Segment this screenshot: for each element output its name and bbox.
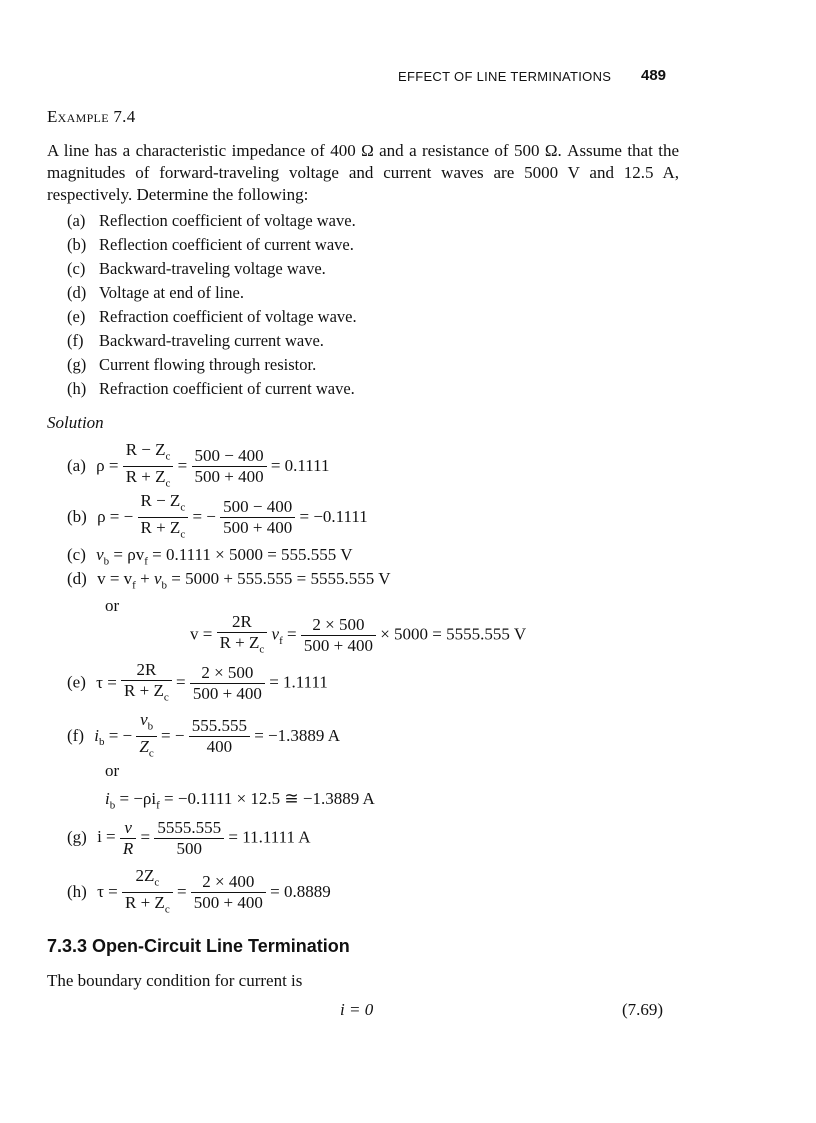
or-separator: or (105, 761, 120, 780)
list-item (67, 305, 627, 329)
problem-statement: A line has a characteristic impedance of 400 Ω and a resistance of 500 Ω. Assume that the magnitudes of forward-traveling voltage and current waves are 5000 V and 12.5 A, respectively. Determine the following: (47, 141, 679, 204)
solution-f: (f) $i_b$ = − $\frac{v_b}{Z_c}$ = − $\frac{555.555}{400}$ = −1.3889 A (67, 710, 340, 760)
list-item (67, 257, 627, 281)
list-item-text: Backward-traveling current wave. (99, 331, 324, 350)
list-item (67, 353, 627, 377)
solution-g: (g) i = $\frac{v}{R}$ = $\frac{5555.555}{500}$ = 11.1111 A (67, 818, 311, 858)
eq-tag: (a) (67, 455, 86, 475)
solution-h: (h) τ = $\frac{2Z_c}{R + Z_c}$ = $\frac{2 \times 400}{500 + 400}$ = 0.8889 (67, 866, 331, 916)
list-item-text: Voltage at end of line. (99, 283, 244, 302)
running-header: EFFECT OF LINE TERMINATIONS (398, 69, 612, 84)
equation-number: (7.69) (622, 1000, 664, 1019)
section-heading: 7.3.3 Open-Circuit Line Termination (47, 936, 350, 956)
list-item-tag: (c) (67, 259, 86, 278)
list-item-text: Refraction coefficient of current wave. (99, 379, 355, 398)
solution-e: (e) τ = $\frac{2R}{R + Z_c}$ = $\frac{2 \times 500}{500 + 400}$ = 1.1111 (67, 660, 328, 704)
list-item-text: Reflection coefficient of current wave. (99, 235, 354, 254)
list-item-tag: (f) (67, 331, 84, 350)
list-item-text: Backward-traveling voltage wave. (99, 259, 326, 278)
list-item-tag: (d) (67, 283, 87, 302)
solution-c: (c) $v_b = \rho v_f = 0.1111 \times 5000 = 555.555$ V (67, 545, 353, 568)
section-intro: The boundary condition for current is (47, 971, 303, 990)
solution-d: (d) $v = v_f + v_b = 5000 + 555.555 = 5555.555$ V (67, 569, 391, 592)
page-number: 489 (641, 67, 667, 84)
list-item (67, 233, 627, 257)
list-item (67, 329, 627, 353)
list-item-tag: (b) (67, 235, 87, 254)
list-item (67, 281, 627, 305)
list-item-text: Current flowing through resistor. (99, 355, 317, 374)
list-item-tag: (g) (67, 355, 87, 374)
list-item-tag: (a) (67, 211, 86, 230)
question-list (67, 209, 627, 401)
list-item-text: Refraction coefficient of voltage wave. (99, 307, 357, 326)
list-item-tag: (h) (67, 379, 87, 398)
or-separator: or (105, 596, 120, 615)
list-item-text: Reflection coefficient of voltage wave. (99, 211, 356, 230)
solution-a: (a) ρ = $\frac{R - Z_c}{R + Z_c}$ = $\frac{500 - 400}{500 + 400}$ = 0.1111 (67, 440, 330, 490)
list-item (67, 377, 627, 401)
solution-d-alt: v = $\frac{2R}{R + Z_c}$ $v_f$ = $\frac{2 \times 500}{500 + 400}$ × 5000 = 5555.555 V (190, 612, 527, 656)
solution-f-alt: $i_b = -\rho i_f = -0.1111 \times 12.5$ ≅ −1.3889 A (105, 789, 375, 812)
equation: i = 0 (340, 1000, 374, 1019)
solution-b: (b) ρ = − $\frac{R - Z_c}{R + Z_c}$ = − $\frac{500 - 400}{500 + 400}$ = −0.1111 (67, 491, 368, 541)
example-label: Example 7.4 (47, 107, 136, 126)
list-item-tag: (e) (67, 307, 86, 326)
solution-label: Solution (47, 413, 104, 432)
list-item (67, 209, 627, 233)
